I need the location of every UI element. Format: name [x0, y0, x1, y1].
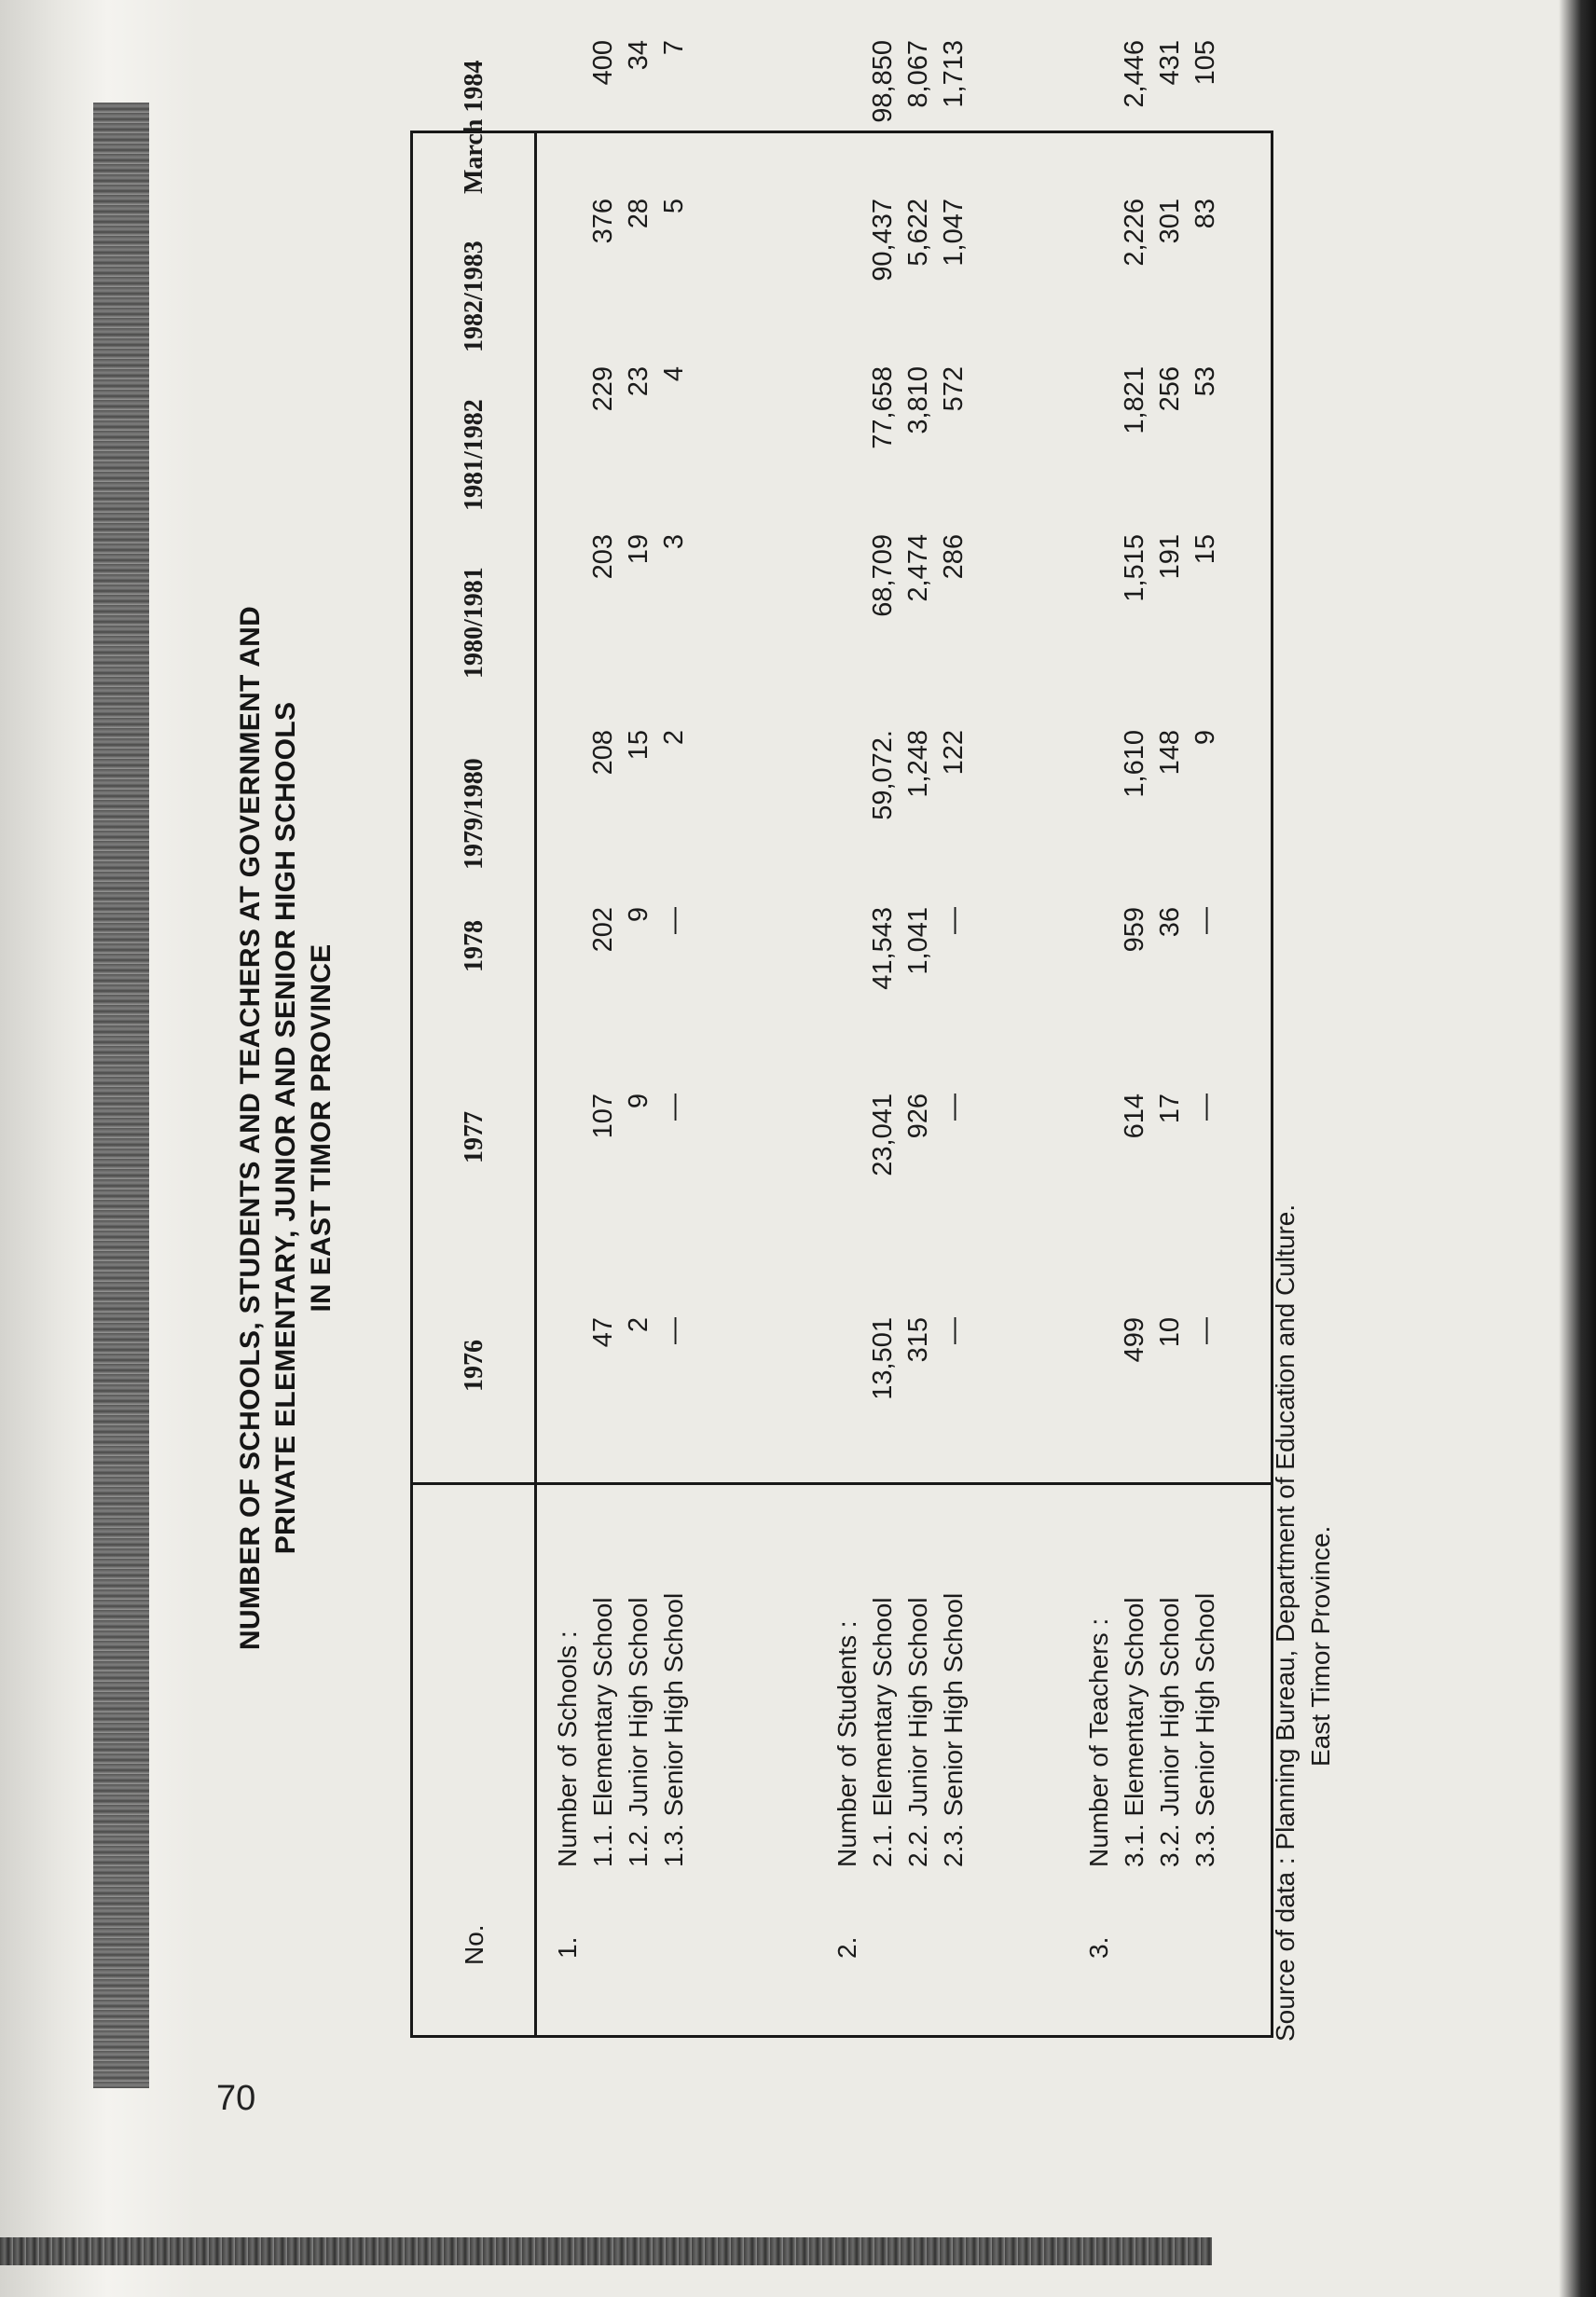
title-line-1: NUMBER OF SCHOOLS, STUDENTS AND TEACHERS AT GOVERNMENT AND	[235, 605, 266, 1651]
table-cell: 15	[1190, 534, 1220, 565]
row-label: 2.3. Senior High School	[939, 1592, 968, 1867]
table-cell: 229	[588, 366, 618, 412]
row-label: 3.1. Elementary School	[1120, 1597, 1149, 1867]
table-cell: 3	[659, 534, 689, 550]
data-table	[410, 40, 1273, 2038]
table-cell: 400	[588, 40, 618, 86]
row-label: 1.1. Elementary School	[588, 1597, 617, 1867]
table-cell: 2,226	[1120, 199, 1149, 267]
table-cell: —	[659, 907, 689, 934]
table-cell: —	[659, 1093, 689, 1121]
table-cell: 77,658	[868, 366, 898, 449]
header-1981-1982: 1981/1982	[460, 399, 488, 511]
table-cell: 2,474	[903, 534, 933, 602]
source-note	[1268, 1204, 1339, 2042]
table-cell: 2	[659, 730, 689, 746]
table-cell: 19	[624, 534, 654, 565]
table-cell: 5,622	[903, 199, 933, 267]
source-line-1: Source of data : Planning Bureau, Department of Education and Culture.	[1271, 1204, 1300, 2042]
table-cell: 34	[624, 40, 654, 71]
table-cell: 202	[588, 907, 618, 953]
table-cell: 376	[588, 199, 618, 244]
scan-edge-bottom	[0, 2237, 1212, 2265]
section-label: Number of Students :	[832, 1620, 861, 1867]
table-cell: 1,047	[939, 199, 969, 267]
table-cell: 572	[939, 366, 969, 412]
table-cell: 5	[659, 199, 689, 214]
table-cell: 301	[1155, 199, 1185, 244]
table-cell: 9	[624, 907, 654, 923]
header-1977: 1977	[460, 1111, 488, 1163]
section-number: 2.	[832, 1936, 861, 1959]
table-cell: 122	[939, 730, 969, 776]
header-1978: 1978	[460, 920, 488, 972]
source-line-2: East Timor Province.	[1306, 1525, 1335, 1767]
header-1979-1980: 1979/1980	[460, 758, 488, 870]
table-cell: 59,072.	[868, 730, 898, 820]
table-cell: 7	[659, 40, 689, 56]
table-cell: 41,543	[868, 907, 898, 990]
table-cell: 8,067	[903, 40, 933, 108]
table-cell: 15	[624, 730, 654, 761]
table-cell: 90,437	[868, 199, 898, 282]
table-cell: —	[1190, 1317, 1220, 1344]
table-header-row	[413, 60, 537, 2035]
rotated-page-content	[233, 40, 1335, 2098]
table-cell: 13,501	[868, 1317, 898, 1400]
table-cell: —	[659, 1317, 689, 1344]
table-cell: 315	[903, 1317, 933, 1363]
table-cell: 17	[1155, 1093, 1185, 1124]
column-divider	[860, 1482, 1271, 1485]
table-cell: 1,610	[1120, 730, 1149, 798]
table-cell: 614	[1120, 1093, 1149, 1139]
table-cell: —	[939, 1093, 969, 1121]
table-cell: 23	[624, 366, 654, 397]
section-number: 1.	[553, 1936, 582, 1959]
title-line-3: IN EAST TIMOR PROVINCE	[306, 943, 337, 1313]
section-number: 3.	[1084, 1936, 1113, 1959]
row-label: 3.3. Senior High School	[1190, 1592, 1219, 1867]
table-cell: 2	[624, 1317, 654, 1333]
table-cell: 191	[1155, 534, 1185, 580]
table-cell: 286	[939, 534, 969, 580]
table-cell: 4	[659, 366, 689, 382]
table-cell: 1,821	[1120, 366, 1149, 434]
table-cell: 107	[588, 1093, 618, 1139]
row-label: 1.3. Senior High School	[659, 1592, 688, 1867]
header-1982-1983: 1982/1983	[460, 241, 488, 352]
header-1980-1981: 1980/1981	[460, 567, 488, 679]
header-1976: 1976	[460, 1340, 488, 1392]
binding-shadow	[93, 103, 149, 2088]
table-cell: 10	[1155, 1317, 1185, 1348]
table-cell: 9	[624, 1093, 654, 1109]
header-march-1984: March 1984	[460, 60, 488, 194]
table-cell: 68,709	[868, 534, 898, 617]
section-label: Number of Teachers :	[1084, 1617, 1113, 1867]
table-cell: 3,810	[903, 366, 933, 434]
table-cell: 203	[588, 534, 618, 580]
table-cell: —	[1190, 907, 1220, 934]
table-cell: 431	[1155, 40, 1185, 86]
header-no: No.	[460, 1924, 488, 1965]
table-cell: —	[939, 907, 969, 934]
table-cell: 9	[1190, 730, 1220, 746]
section-label: Number of Schools :	[553, 1630, 582, 1867]
table-cell: 1,248	[903, 730, 933, 798]
page-number: 70	[216, 2079, 256, 2118]
table-cell: 1,515	[1120, 534, 1149, 602]
table-cell: 499	[1120, 1317, 1149, 1363]
table-cell: 2,446	[1120, 40, 1149, 108]
row-label: 2.2. Junior High School	[903, 1597, 932, 1867]
table-cell: 83	[1190, 199, 1220, 229]
table-cell: —	[1190, 1093, 1220, 1121]
title-line-2: PRIVATE ELEMENTARY, JUNIOR AND SENIOR HIGH SCHOOLS	[270, 701, 301, 1555]
table-title	[233, 158, 339, 2098]
table-cell: 23,041	[868, 1093, 898, 1176]
row-label: 1.2. Junior High School	[624, 1597, 653, 1867]
table-cell: 256	[1155, 366, 1185, 412]
table-cell: 53	[1190, 366, 1220, 397]
scan-edge-right	[1559, 0, 1596, 2297]
table-cell: 98,850	[868, 40, 898, 123]
table-cell: 1,713	[939, 40, 969, 108]
table-cell: 208	[588, 730, 618, 776]
table-cell: 959	[1120, 907, 1149, 953]
table-cell: 926	[903, 1093, 933, 1139]
table-cell: 1,041	[903, 907, 933, 975]
table-cell: 148	[1155, 730, 1185, 776]
table-cell: —	[939, 1317, 969, 1344]
table-cell: 36	[1155, 907, 1185, 938]
table-cell: 105	[1190, 40, 1220, 86]
row-label: 3.2. Junior High School	[1155, 1597, 1184, 1867]
row-label: 2.1. Elementary School	[868, 1597, 897, 1867]
table-cell: 47	[588, 1317, 618, 1348]
table-cell: 28	[624, 199, 654, 229]
